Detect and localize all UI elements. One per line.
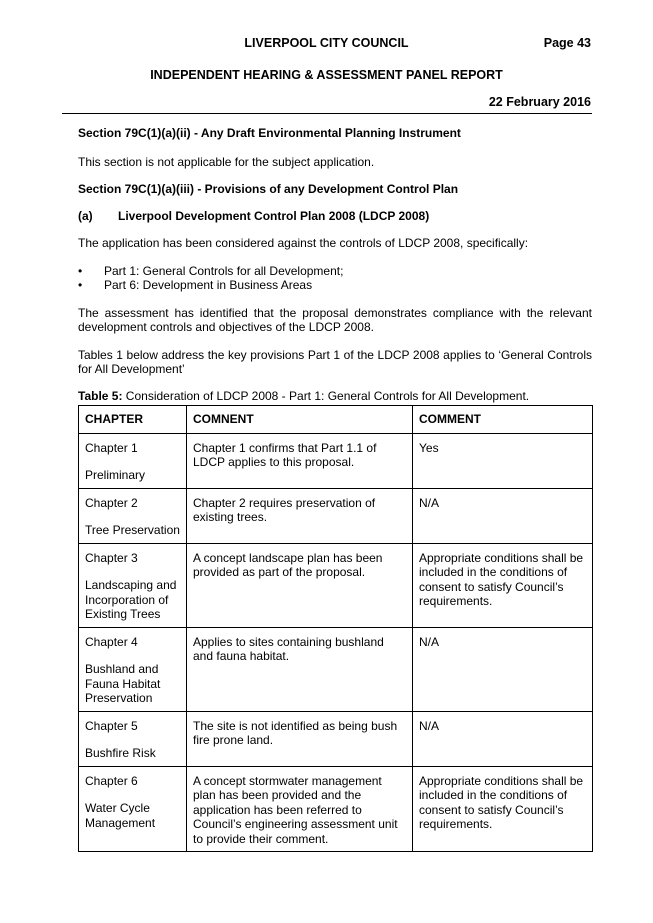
table-row: [79, 711, 593, 766]
comment-cell: Chapter 1 confirms that Part 1.1 of LDCP applies to this proposal.: [187, 433, 413, 488]
list-item: [78, 264, 592, 279]
table-caption-text: Consideration of LDCP 2008 - Part 1: General Controls for All Development.: [122, 388, 530, 403]
section-draft-epi-text: This section is not applicable for the subject application.: [78, 154, 375, 169]
bullet-icon: •: [78, 278, 83, 292]
considered-paragraph: The application has been considered against the controls of LDCP 2008, specifically:: [78, 236, 529, 250]
report-title: INDEPENDENT HEARING & ASSESSMENT PANEL REPORT: [150, 68, 503, 82]
parts-list: [78, 264, 592, 293]
chapter-cell: [79, 766, 187, 852]
compliance-cell: Appropriate conditions shall be included in the conditions of consent to satisfy Council’s requirements.: [413, 543, 593, 627]
list-item-text: Part 6: Development in Business Areas: [104, 278, 313, 292]
chapter-name: Bushland and Fauna Habitat Preservation: [85, 662, 161, 705]
page-content: [78, 126, 592, 852]
chapter-name: Water Cycle Management: [85, 801, 156, 830]
tables-paragraph: Tables 1 below address the key provisions Part 1 of the LDCP 2008 applies to ‘General Controls for All Development’: [78, 347, 592, 376]
section-heading-dcp: Section 79C(1)(a)(iii) - Provisions of any Development Control Plan: [78, 182, 459, 196]
chapter-number: Chapter 3: [85, 550, 138, 565]
chapter-name: Tree Preservation: [85, 523, 180, 537]
chapter-cell: [79, 433, 187, 488]
section-heading-draft-epi: Section 79C(1)(a)(ii) - Any Draft Environmental Planning Instrument: [78, 126, 461, 140]
compliance-cell: N/A: [413, 488, 593, 543]
table-row: [79, 627, 593, 711]
report-date: 22 February 2016: [488, 95, 591, 109]
compliance-cell: Yes: [413, 433, 593, 488]
chapter-name: Bushfire Risk: [85, 746, 156, 760]
assessment-paragraph: The assessment has identified that the proposal demonstrates compliance with the relevant development controls and objectives of the LDCP 2008.: [78, 305, 592, 334]
table-caption: [78, 389, 592, 404]
header-divider: [62, 113, 592, 114]
chapter-number: Chapter 6: [85, 773, 138, 788]
subheading-letter: (a): [78, 208, 93, 223]
bullet-icon: •: [78, 263, 83, 278]
table-row: [79, 766, 593, 852]
comment-cell: The site is not identified as being bush fire prone land.: [187, 711, 413, 766]
chapter-cell: [79, 711, 187, 766]
chapter-number: Chapter 5: [85, 718, 138, 733]
column-header-chapter: CHAPTER: [79, 406, 187, 434]
council-name: LIVERPOOL CITY COUNCIL: [244, 36, 409, 50]
chapter-name: Preliminary: [85, 468, 146, 482]
chapter-number: Chapter 1: [85, 440, 138, 455]
ldcp-table: [78, 405, 593, 852]
chapter-cell: [79, 543, 187, 627]
table-caption-label: Table 5:: [78, 388, 123, 403]
compliance-cell: N/A: [413, 627, 593, 711]
table-header-row: [79, 406, 593, 434]
chapter-cell: [79, 627, 187, 711]
list-item: [78, 278, 592, 293]
comment-cell: A concept landscape plan has been provided as part of the proposal.: [187, 543, 413, 627]
column-header-comment: COMNENT: [187, 406, 413, 434]
list-item-text: Part 1: General Controls for all Development;: [104, 263, 344, 278]
comment-cell: Applies to sites containing bushland and fauna habitat.: [187, 627, 413, 711]
column-header-compliance: COMMENT: [413, 406, 593, 434]
page-number: Page 43: [543, 36, 591, 50]
compliance-cell: Appropriate conditions shall be included in the conditions of consent to satisfy Council’s requirements.: [413, 766, 593, 852]
compliance-cell: N/A: [413, 711, 593, 766]
comment-cell: A concept stormwater management plan has been provided and the application has been referred to Council’s engineering assessment unit to provide their comment.: [187, 766, 413, 852]
chapter-cell: [79, 488, 187, 543]
subheading-text: Liverpool Development Control Plan 2008 (LDCP 2008): [118, 208, 430, 223]
subheading-ldcp: [78, 209, 592, 224]
table-row: [79, 433, 593, 488]
table-row: [79, 488, 593, 543]
chapter-number: Chapter 4: [85, 634, 138, 649]
table-row: [79, 543, 593, 627]
chapter-name: Landscaping and Incorporation of Existing Trees: [85, 578, 177, 621]
comment-cell: Chapter 2 requires preservation of existing trees.: [187, 488, 413, 543]
chapter-number: Chapter 2: [85, 495, 138, 510]
